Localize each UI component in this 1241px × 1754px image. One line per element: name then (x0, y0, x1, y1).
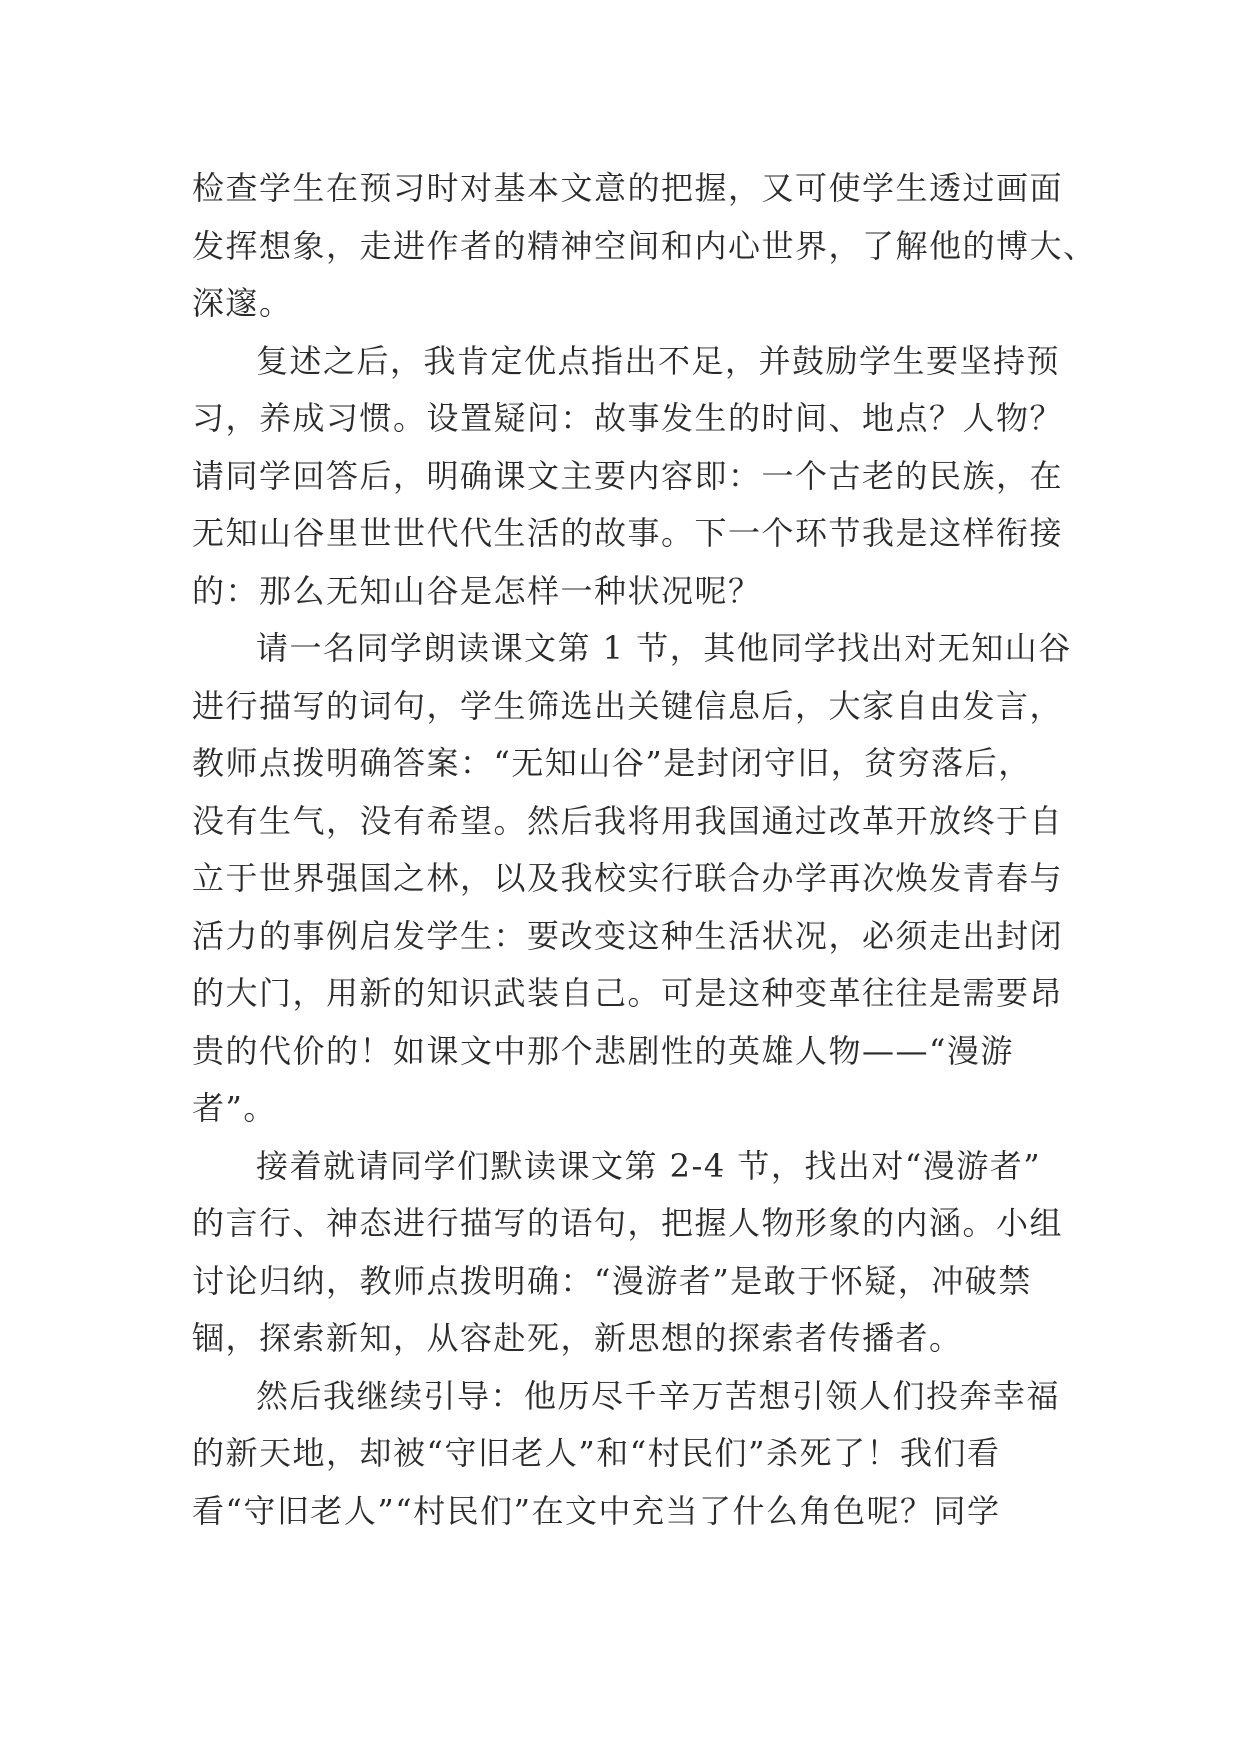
text-line: 的新天地，却被“守旧老人”和“村民们”杀死了！我们看 (192, 1434, 1001, 1472)
text-line: 者”。 (192, 1089, 277, 1127)
text-line: 的大门，用新的知识武装自己。可是这种变革往往是需要昂 (192, 974, 1064, 1012)
text-line: 进行描写的词句，学生筛选出关键信息后，大家自由发言， (192, 686, 1064, 725)
text-line: 请一名同学朗读课文第 1 节，其他同学找出对无知山谷 (256, 629, 1072, 667)
text-line: 没有生气，没有希望。然后我将用我国通过改革开放终于自 (192, 801, 1064, 840)
text-line: 的：那么无知山谷是怎样一种状况呢？ (192, 571, 762, 610)
text-line: 深邃。 (192, 284, 293, 322)
text-line: 发挥想象，走进作者的精神空间和内心世界，了解他的博大、 (192, 226, 1097, 265)
text-line: 复述之后，我肯定优点指出不足，并鼓励学生要坚持预 (256, 341, 1061, 380)
text-line: 的言行、神态进行描写的语句，把握人物形象的内涵。小组 (192, 1204, 1064, 1242)
text-line: 教师点拨明确答案：“无知山谷”是封闭守旧，贫穷落后， (192, 744, 1032, 782)
text-line: 无知山谷里世世代代生活的故事。下一个环节我是这样衔接 (192, 514, 1064, 552)
body-text (192, 160, 1097, 1540)
text-line: 习，养成习惯。设置疑问：故事发生的时间、地点？人物？ (192, 399, 1064, 437)
text-line: 看“守旧老人”“村民们”在文中充当了什么角色呢？同学 (192, 1491, 1001, 1530)
text-line: 接着就请同学们默读课文第 2-4 节，找出对“漫游者” (256, 1146, 1042, 1185)
text-line: 请同学回答后，明确课文主要内容即：一个古老的民族，在 (192, 456, 1064, 495)
text-line: 立于世界强国之林，以及我校实行联合办学再次焕发青春与 (192, 859, 1064, 897)
text-line: 然后我继续引导：他历尽千辛万苦想引领人们投奔幸福 (256, 1376, 1061, 1415)
text-line: 锢，探索新知，从容赴死，新思想的探索者传播者。 (192, 1319, 963, 1357)
text-line: 讨论归纳，教师点拨明确：“漫游者”是敢于怀疑，冲破禁 (192, 1261, 1032, 1300)
text-line: 贵的代价的！如课文中那个悲剧性的英雄人物——“漫游 (192, 1031, 1014, 1070)
text-line: 检查学生在预习时对基本文意的把握，又可使学生透过画面 (192, 169, 1064, 207)
text-line: 活力的事例启发学生：要改变这种生活状况，必须走出封闭 (192, 916, 1064, 955)
